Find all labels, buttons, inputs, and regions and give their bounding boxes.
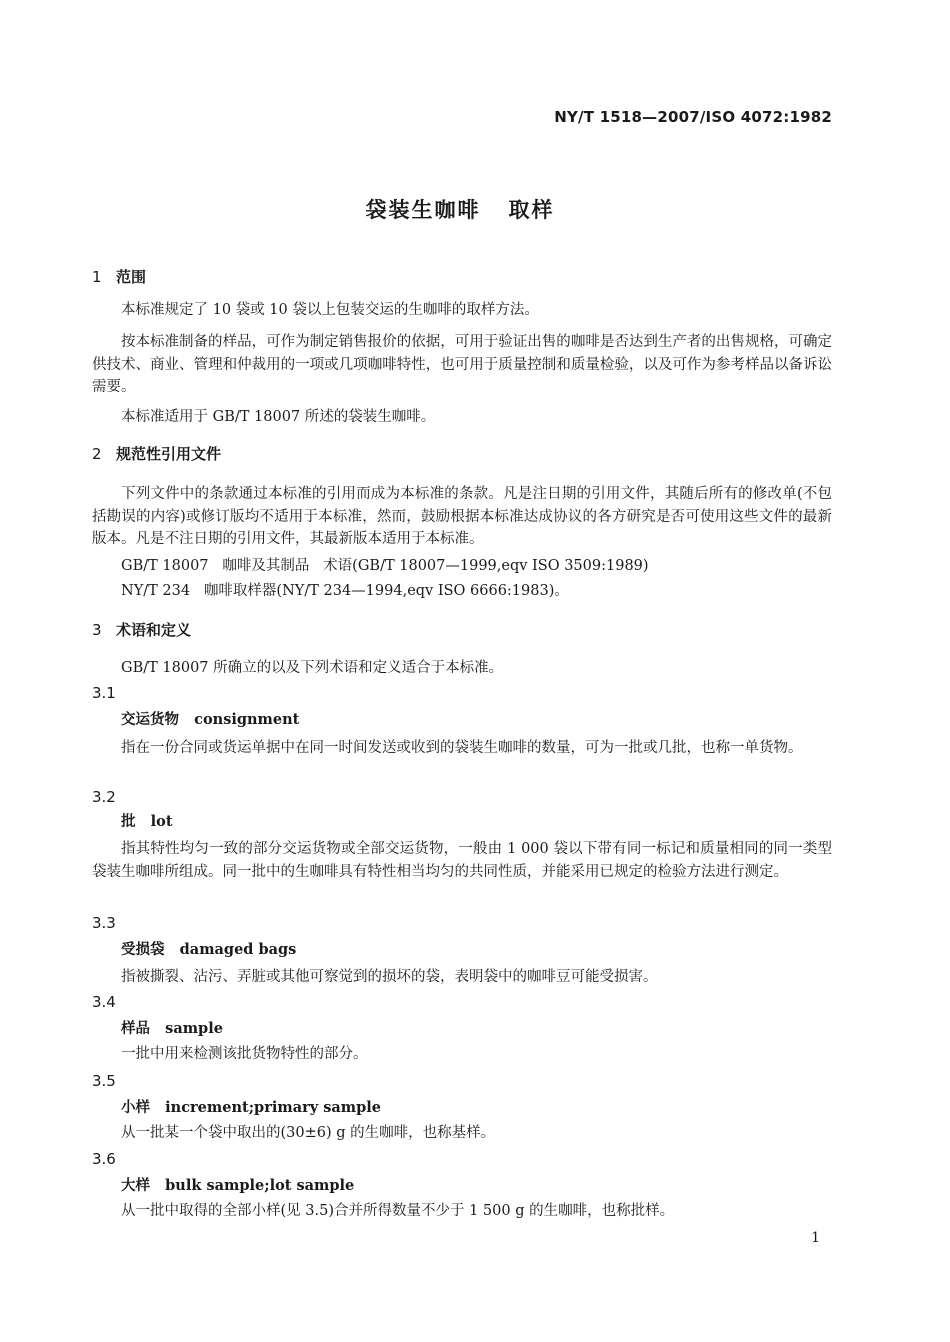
term-number: 3.4 bbox=[92, 993, 116, 1011]
term-zh: 受损袋 bbox=[121, 942, 165, 958]
term-number: 3.5 bbox=[92, 1072, 116, 1090]
term-en: increment;primary sample bbox=[165, 1099, 381, 1116]
term-en: consignment bbox=[194, 711, 300, 728]
term-number: 3.3 bbox=[92, 914, 116, 932]
section-number: 2 bbox=[92, 445, 102, 463]
term-definition: 指其特性均匀一致的部分交运货物或全部交运货物，一般由 1 000 袋以下带有同一标记和质量相同的同一类型袋装生咖啡所组成。同一批中的生咖啡具有特性相当均匀的共同性质，并能采用已规定的检验方法进行测定。 bbox=[92, 841, 832, 880]
term-zh: 大样 bbox=[121, 1178, 150, 1194]
term-name bbox=[121, 1097, 381, 1119]
term-name bbox=[121, 1018, 223, 1040]
term-zh: 小样 bbox=[121, 1100, 150, 1116]
term-definition: 从一批中取得的全部小样(见 3.5)合并所得数量不少于 1 500 g 的生咖啡，也称批样。 bbox=[121, 1203, 675, 1219]
page-number: 1 bbox=[811, 1230, 820, 1246]
term-zh: 批 bbox=[121, 814, 136, 830]
references-paragraph: 下列文件中的条款通过本标准的引用而成为本标准的条款。凡是注日期的引用文件，其随后所有的修改单(不包括勘误的内容)或修订版均不适用于本标准，然而，鼓励根据本标准达成协议的各方研究是否可使用这些文件的最新版本。凡是不注日期的引用文件，其最新版本适用于本标准。 bbox=[92, 486, 832, 547]
scope-paragraph-1: 本标准规定了 10 袋或 10 袋以上包装交运的生咖啡的取样方法。 bbox=[121, 302, 539, 318]
term-name bbox=[121, 709, 299, 731]
reference-item: NY/T 234 咖啡取样器(NY/T 234—1994,eqv ISO 6666:1983)。 bbox=[121, 583, 569, 599]
term-definition: 指被撕裂、沾污、弄脏或其他可察觉到的损坏的袋，表明袋中的咖啡豆可能受损害。 bbox=[121, 969, 658, 985]
term-definition: 一批中用来检测该批货物特性的部分。 bbox=[121, 1046, 368, 1062]
section-number: 3 bbox=[92, 621, 102, 639]
section-3-heading bbox=[92, 619, 832, 641]
reference-item: GB/T 18007 咖啡及其制品 术语(GB/T 18007—1999,eqv ISO 3509:1989) bbox=[121, 558, 649, 574]
term-name bbox=[121, 1175, 354, 1197]
terms-intro: GB/T 18007 所确立的以及下列术语和定义适合于本标准。 bbox=[121, 660, 504, 676]
scope-paragraph-3: 本标准适用于 GB/T 18007 所述的袋装生咖啡。 bbox=[121, 409, 436, 425]
section-2-heading bbox=[92, 443, 832, 465]
section-number: 1 bbox=[92, 268, 102, 286]
section-title: 规范性引用文件 bbox=[116, 445, 222, 463]
term-name bbox=[121, 939, 296, 961]
scope-paragraph-2: 按本标准制备的样品，可作为制定销售报价的依据，可用于验证出售的咖啡是否达到生产者的出售规格，可确定供技术、商业、管理和仲裁用的一项或几项咖啡特性，也可用于质量控制和质量检验，以及可作为参考样品以备诉讼需要。 bbox=[92, 334, 832, 395]
term-definition: 指在一份合同或货运单据中在同一时间发送或收到的袋装生咖啡的数量，可为一批或几批，也称一单货物。 bbox=[121, 740, 803, 756]
term-zh: 样品 bbox=[121, 1021, 150, 1037]
term-number: 3.2 bbox=[92, 788, 116, 806]
term-en: sample bbox=[165, 1020, 223, 1037]
section-1-heading bbox=[92, 266, 832, 288]
term-number: 3.1 bbox=[92, 684, 116, 702]
page-title: 袋装生咖啡 取样 bbox=[365, 198, 555, 222]
section-title: 范围 bbox=[116, 268, 147, 286]
term-definition: 从一批某一个袋中取出的(30±6) g 的生咖啡，也称基样。 bbox=[121, 1125, 496, 1141]
term-zh: 交运货物 bbox=[121, 712, 179, 728]
section-title: 术语和定义 bbox=[116, 621, 192, 639]
term-en: lot bbox=[150, 813, 173, 830]
term-number: 3.6 bbox=[92, 1150, 116, 1168]
term-en: bulk sample;lot sample bbox=[165, 1177, 355, 1194]
term-name bbox=[121, 811, 173, 833]
standard-code: NY/T 1518—2007/ISO 4072:1982 bbox=[554, 108, 832, 126]
term-en: damaged bags bbox=[179, 941, 297, 958]
